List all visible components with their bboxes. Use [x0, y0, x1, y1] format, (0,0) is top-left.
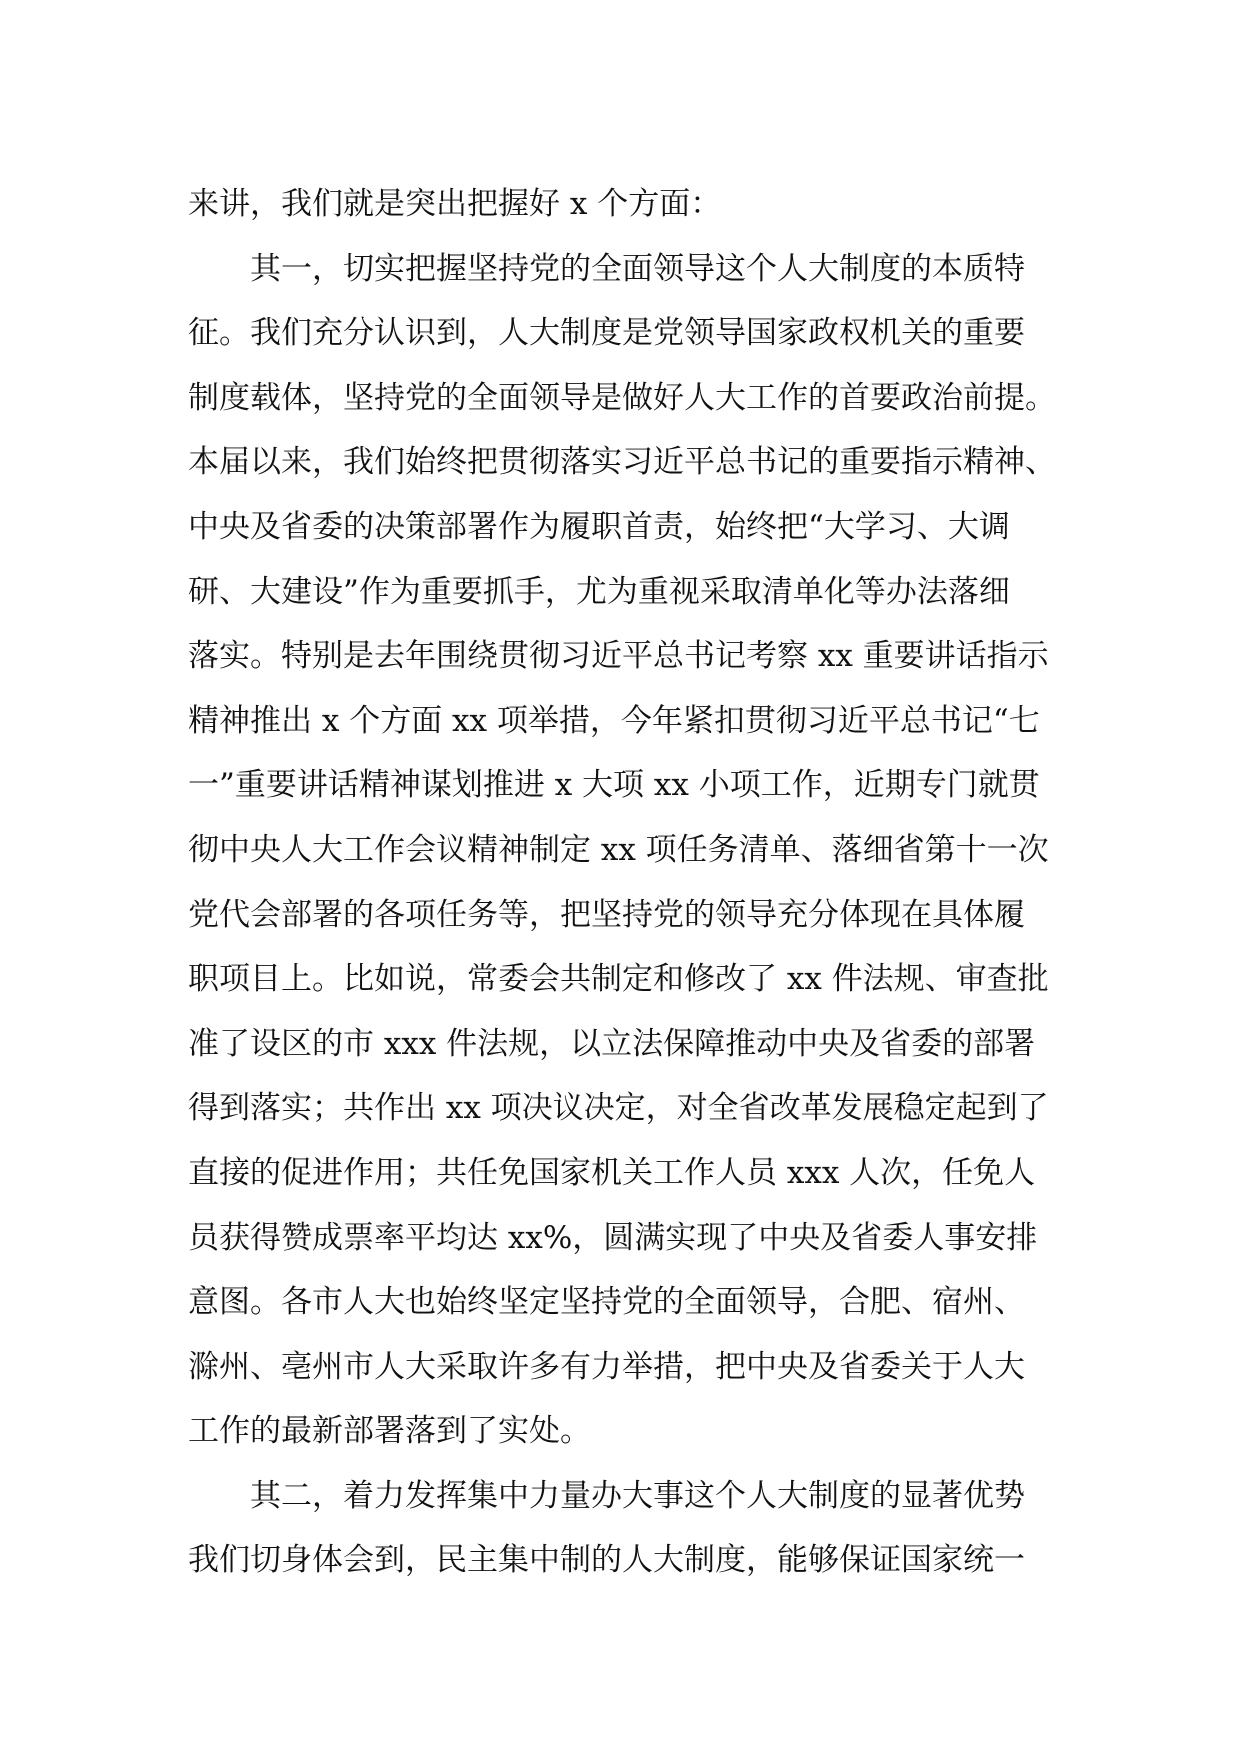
text-line: 一”重要讲话精神谋划推进 x 大项 xx 小项工作，近期专门就贯	[188, 767, 1040, 804]
text-line: 本届以来，我们始终把贯彻落实习近平总书记的重要指示精神、	[188, 444, 1056, 481]
text-line: 员获得赞成票率平均达 xx%，圆满实现了中央及省委人事安排	[188, 1219, 1038, 1256]
text-line: 我们切身体会到，民主集中制的人大制度，能够保证国家统一	[188, 1542, 1025, 1579]
text-line: 工作的最新部署落到了实处。	[188, 1413, 591, 1450]
text-line: 征。我们充分认识到，人大制度是党领导国家政权机关的重要	[188, 315, 1025, 352]
text-line: 精神推出 x 个方面 xx 项举措，今年紧扣贯彻习近平总书记“七	[188, 702, 1040, 739]
text-line: 职项目上。比如说，常委会共制定和修改了 xx 件法规、审查批	[188, 961, 1049, 998]
text-line: 直接的促进作用；共任免国家机关工作人员 xxx 人次，任免人	[188, 1154, 1036, 1191]
text-line: 彻中央人大工作会议精神制定 xx 项任务清单、落细省第十一次	[188, 831, 1049, 868]
paragraph-first-line: 其一，切实把握坚持党的全面领导这个人大制度的本质特	[250, 250, 1025, 287]
text-line: 落实。特别是去年围绕贯彻习近平总书记考察 xx 重要讲话指示	[188, 638, 1049, 675]
text-line: 研、大建设”作为重要抓手，尤为重视采取清单化等办法落细	[188, 573, 1010, 610]
text-line: 得到落实；共作出 xx 项决议决定，对全省改革发展稳定起到了	[188, 1090, 1049, 1127]
paragraph-first-line: 其二，着力发挥集中力量办大事这个人大制度的显著优势	[250, 1477, 1025, 1514]
text-line: 滁州、亳州市人大采取许多有力举措，把中央及省委关于人大	[188, 1348, 1025, 1385]
body-text	[188, 172, 1068, 1593]
text-line: 制度载体，坚持党的全面领导是做好人大工作的首要政治前提。	[188, 379, 1056, 416]
text-line: 来讲，我们就是突出把握好 x 个方面：	[188, 186, 722, 222]
text-line: 中央及省委的决策部署作为履职首责，始终把“大学习、大调	[188, 508, 1010, 545]
text-line: 意图。各市人大也始终坚定坚持党的全面领导，合肥、宿州、	[188, 1284, 1025, 1321]
text-line: 党代会部署的各项任务等，把坚持党的领导充分体现在具体履	[188, 896, 1025, 933]
text-line: 准了设区的市 xxx 件法规，以立法保障推动中央及省委的部署	[188, 1025, 1036, 1062]
